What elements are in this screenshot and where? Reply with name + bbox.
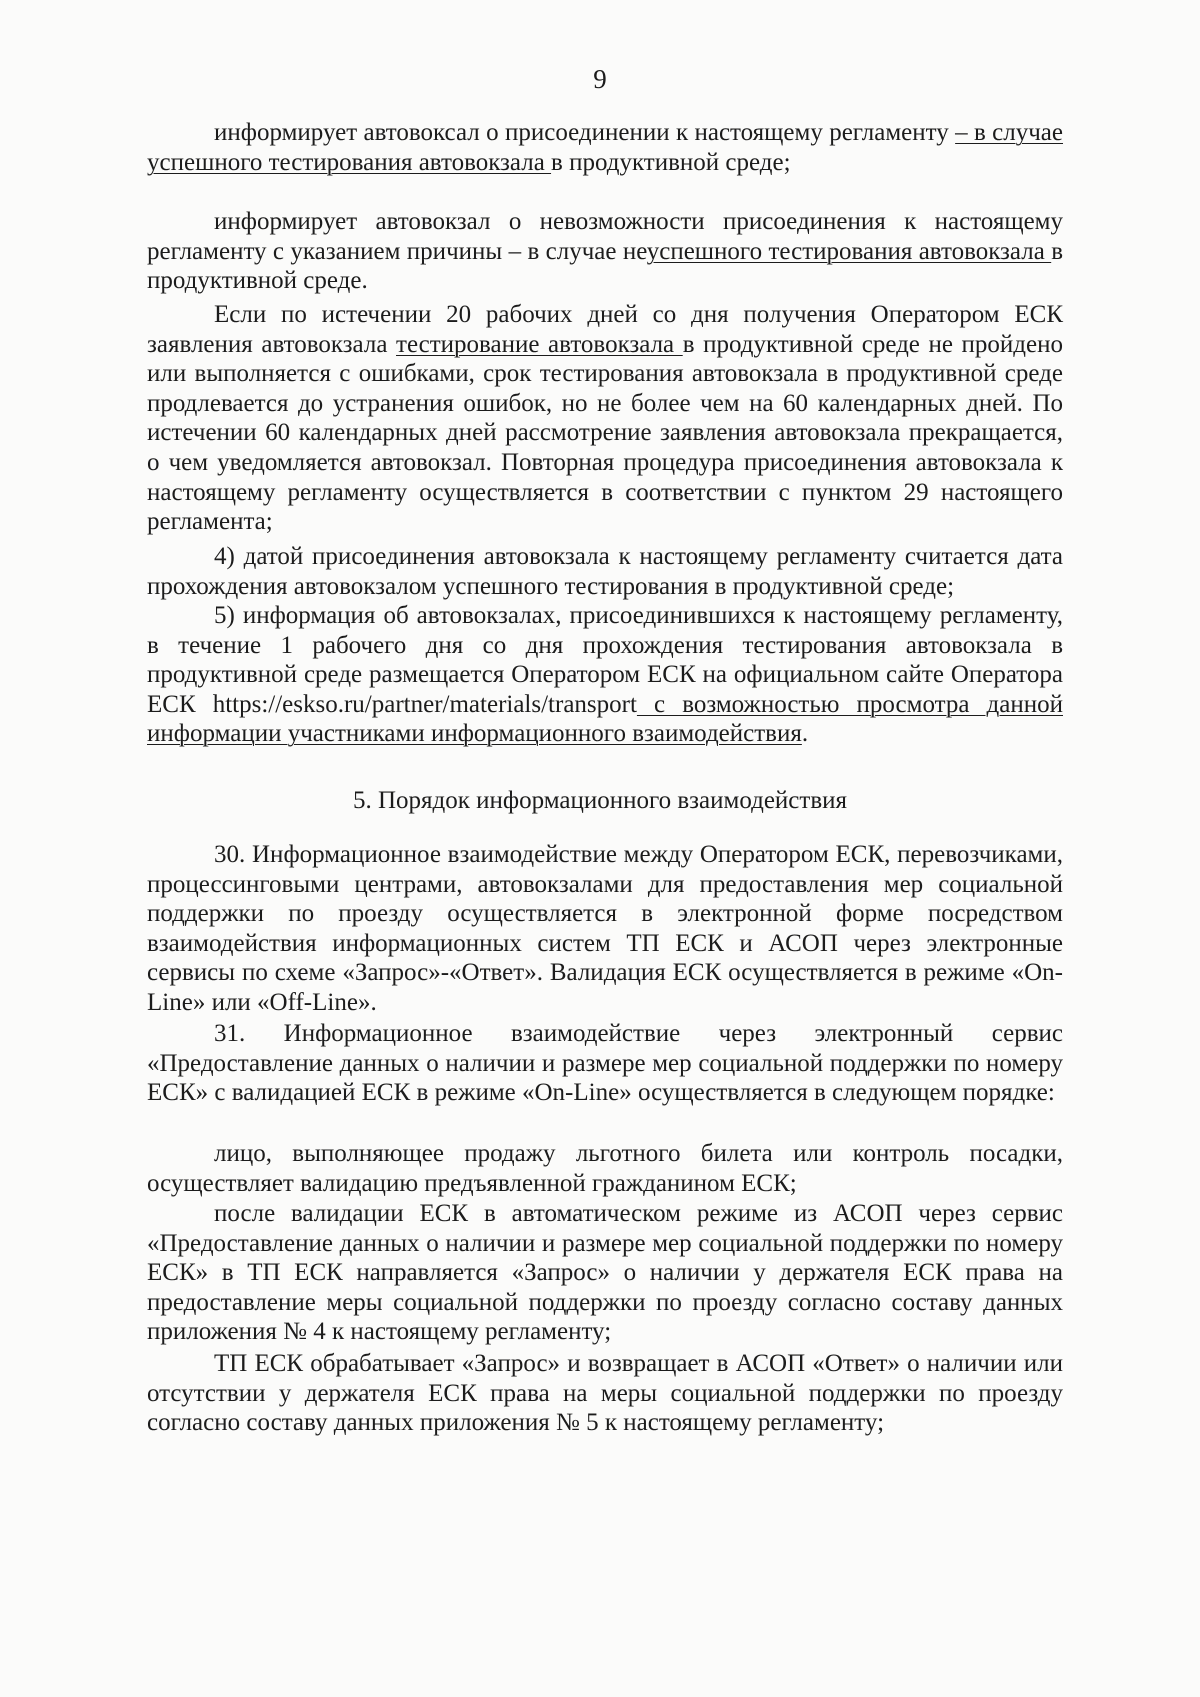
paragraph-tp-esk-response: ТП ЕСК обрабатывает «Запрос» и возвращает в АСОП «Ответ» о наличии или отсутствии у держателя ЕСК права на меры социальной поддержки по проезду согласно составу данных приложения № 5 к настоящему регламенту; [147, 1350, 1063, 1437]
paragraph-after-validation: после валидации ЕСК в автоматическом режиме из АСОП через сервис «Предоставление данных о наличии и размере мер социальной поддержки по номеру ЕСК» в ТП ЕСК направляется «Запрос» о наличии у держателя ЕСК права на предоставление меры социальной поддержки по проезду согласно составу данных приложения № 4 к настоящему регламенту; [147, 1200, 1063, 1346]
page-number: 9 [593, 64, 607, 94]
paragraph-item-5: 5) информация об автовокзалах, присоединившихся к настоящему регламенту, в течение 1 рабочего дня со дня прохождения тестирования автовокзала в продуктивной среде размещается Оператором ЕСК на официальном сайте Оператора ЕСК https://eskso.ru/partner/materials/transport с возможностью просмотра данной информации участниками информационного взаимодействия. [147, 602, 1063, 748]
paragraph-31: 31. Информационное взаимодействие через электронный сервис «Предоставление данных о наличии и размере мер социальной поддержки по номеру ЕСК» с валидацией ЕСК в режиме «On-Line» осуществляется в следующем порядке: [147, 1020, 1063, 1107]
paragraph-item-4: 4) датой присоединения автовокзала к настоящему регламенту считается дата прохождения автовокзалом успешного тестирования в продуктивной среде; [147, 543, 1063, 600]
paragraph-informs-refusal: информирует автовокзал о невозможности присоединения к настоящему регламенту с указанием причины – в случае неуспешного тестирования автовокзала в продуктивной среде. [147, 208, 1063, 295]
paragraph-informs-connection: информирует автовоксал о присоединении к настоящему регламенту – в случае успешного тестирования автовокзала в продуктивной среде; [147, 119, 1063, 176]
section-title: 5. Порядок информационного взаимодействия [352, 787, 848, 814]
paragraph-validation-person: лицо, выполняющее продажу льготного билета или контроль посадки, осуществляет валидацию предъявленной гражданином ЕСК; [147, 1140, 1063, 1197]
paragraph-testing-period: Если по истечении 20 рабочих дней со дня получения Оператором ЕСК заявления автовокзала тестирование автовокзала в продуктивной среде не пройдено или выполняется с ошибками, срок тестирования автовокзала в продуктивной среде продлевается до устранения ошибок, но не более чем на 60 календарных дней. По истечении 60 календарных дней рассмотрение заявления автовокзала прекращается, о чем уведомляется автовокзал. Повторная процедура присоединения автовокзала к настоящему регламенту осуществляется в соответствии с пунктом 29 настоящего регламента; [147, 301, 1063, 536]
paragraph-30: 30. Информационное взаимодействие между Оператором ЕСК, перевозчиками, процессинговыми центрами, автовокзалами для предоставления мер социальной поддержки по проезду осуществляется в электронной форме посредством взаимодействия информационных систем ТП ЕСК и АСОП через электронные сервисы по схеме «Запрос»-«Ответ». Валидация ЕСК осуществляется в режиме «On-Line» или «Off-Line». [147, 841, 1063, 1016]
